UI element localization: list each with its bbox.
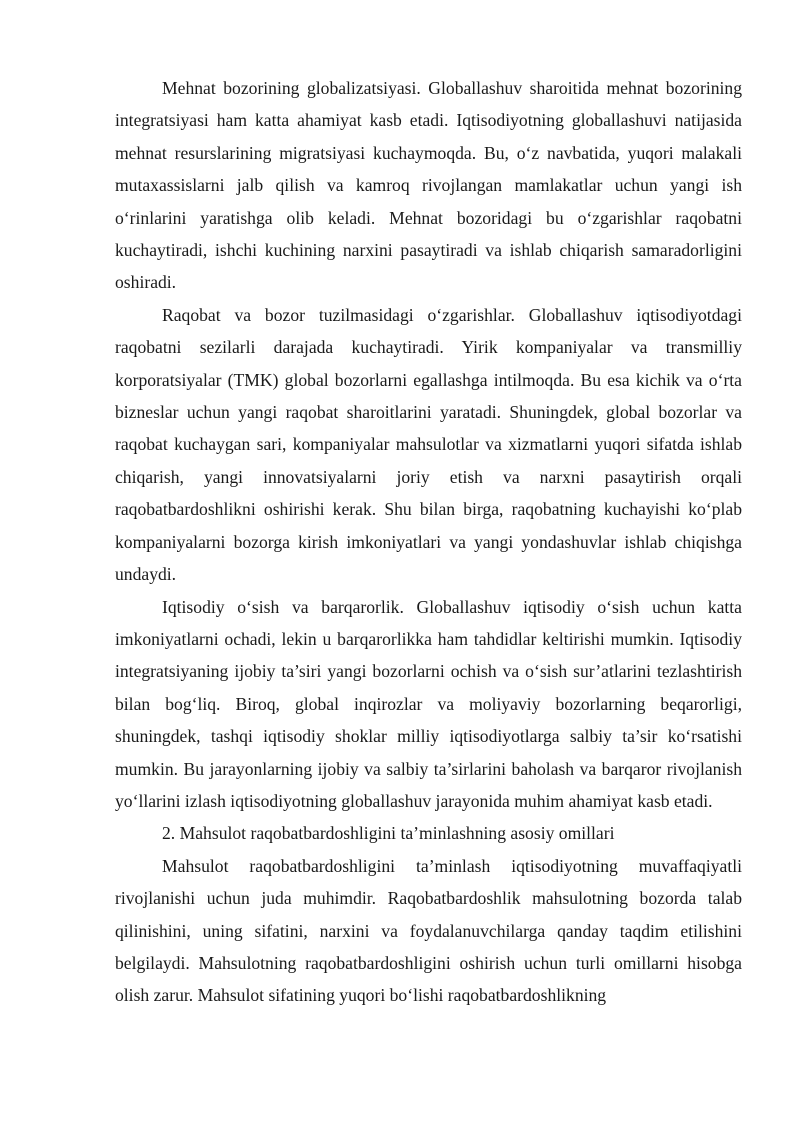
- page-body: [115, 72, 742, 1012]
- paragraph-labor-market-globalization: Mehnat bozorining globalizatsiyasi. Globallashuv sharoitida mehnat bozorining integratsiyasi ham katta ahamiyat kasb etadi. Iqtisodiyotning globallashuvi natijasida mehnat resurslarining migratsiyasi kuchaymoqda. Bu, o‘z navbatida, yuqori malakali mutaxassislarni jalb qilish va kamroq rivojlangan mamlakatlar uchun yangi ish o‘rinlarini yaratishga olib keladi. Mehnat bozoridagi bu o‘zgarishlar raqobatni kuchaytiradi, ishchi kuchining narxini pasaytiradi va ishlab chiqarish samaradorligini oshiradi.: [115, 78, 742, 293]
- paragraph-economic-growth-stability: Iqtisodiy o‘sish va barqarorlik. Globallashuv iqtisodiy o‘sish uchun katta imkoniyatlarni ochadi, lekin u barqarorlikka ham tahdidlar keltirishi mumkin. Iqtisodiy integratsiyaning ijobiy ta’siri yangi bozorlarni ochish va o‘sish sur’atlarini tezlashtirish bilan bog‘liq. Biroq, global inqirozlar va moliyaviy bozorlarning beqarorligi, shuningdek, tashqi iqtisodiy shoklar milliy iqtisodiyotlarga salbiy ta’sir ko‘rsatishi mumkin. Bu jarayonlarning ijobiy va salbiy ta’sirlarini baholash va barqaror rivojlanish yo‘llarini izlash iqtisodiyotning globallashuv jarayonida muhim ahamiyat kasb etadi.: [115, 596, 742, 811]
- section-heading: 2. Mahsulot raqobatbardoshligini ta’minlashning asosiy omillari: [162, 823, 615, 844]
- paragraph-competition-market-structure: Raqobat va bozor tuzilmasidagi o‘zgarishlar. Globallashuv iqtisodiyotdagi raqobatni sezilarli darajada kuchaytiradi. Yirik kompaniyalar va transmilliy korporatsiyalar (TMK) global bozorlarni egallashga intilmoqda. Bu esa kichik va o‘rta bizneslar uchun yangi raqobat sharoitlarini yaratadi. Shuningdek, global bozorlar va raqobat kuchaygan sari, kompaniyalar mahsulotlar va xizmatlarni yuqori sifatda ishlab chiqarish, yangi innovatsiyalarni joriy etish va narxni pasaytirish orqali raqobatbardoshlikni oshirishi kerak. Shu bilan birga, raqobatning kuchayishi ko‘plab kompaniyalarni bozorga kirish imkoniyatlari va yangi yondashuvlar ishlab chiqishga undaydi.: [115, 304, 742, 585]
- paragraph-product-competitiveness: Mahsulot raqobatbardoshligini ta’minlash iqtisodiyotning muvaffaqiyatli rivojlanishi uchun juda muhimdir. Raqobatbardoshlik mahsulotning bozorda talab qilinishini, uning sifatini, narxini va foydalanuvchilarga qanday taqdim etilishini belgilaydi. Mahsulotning raqobatbardoshligini oshirish uchun turli omillarni hisobga olish zarur. Mahsulot sifatining yuqori bo‘lishi raqobatbardoshlikning: [115, 855, 742, 1006]
